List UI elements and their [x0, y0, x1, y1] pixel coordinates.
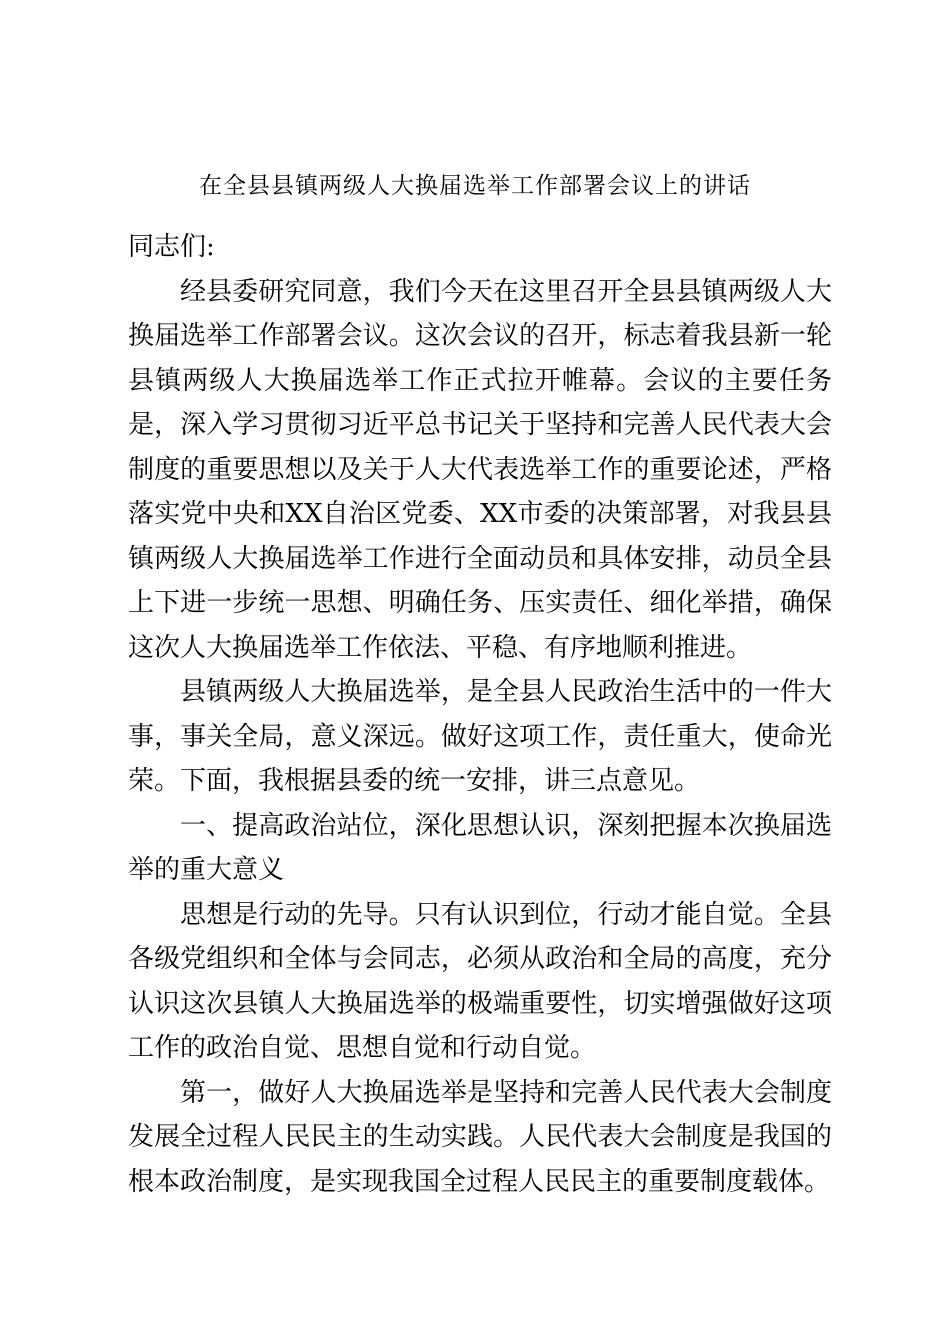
salutation: 同志们:	[128, 232, 215, 262]
section-heading-one: 一、提高政治站位，深化思想认识，深刻把握本次换届选举的重大意义	[128, 810, 832, 885]
document-title: 在全县县镇两级人大换届选举工作部署会议上的讲话	[199, 173, 751, 199]
document-body	[128, 225, 832, 1204]
paragraph-significance: 县镇两级人大换届选举，是全县人民政治生活中的一件大事，事关全局，意义深远。做好这项工作，责任重大，使命光荣。下面，我根据县委的统一安排，讲三点意见。	[128, 677, 832, 796]
paragraph-point-one: 第一，做好人大换届选举是坚持和完善人民代表大会制度发展全过程人民民主的生动实践。人民代表大会制度是我国的根本政治制度，是实现我国全过程人民民主的重要制度载体。	[128, 1077, 832, 1197]
paragraph-opening: 经县委研究同意，我们今天在这里召开全县县镇两级人大换届选举工作部署会议。这次会议的召开，标志着我县新一轮县镇两级人大换届选举工作正式拉开帷幕。会议的主要任务是，深入学习贯彻习近平总书记关于坚持和完善人民代表大会制度的重要思想以及关于人大代表选举工作的重要论述，严格落实党中央和XX自治区党委、XX市委的决策部署，对我县县镇两级人大换届选举工作进行全面动员和具体安排，动员全县上下进一步统一思想、明确任务、压实责任、细化举措，确保这次人大换届选举工作依法、平稳、有序地顺利推进。	[128, 276, 832, 663]
paragraph-awareness: 思想是行动的先导。只有认识到位，行动才能自觉。全县各级党组织和全体与会同志，必须从政治和全局的高度，充分认识这次县镇人大换届选举的极端重要性，切实增强做好这项工作的政治自觉、思想自觉和行动自觉。	[128, 899, 832, 1063]
